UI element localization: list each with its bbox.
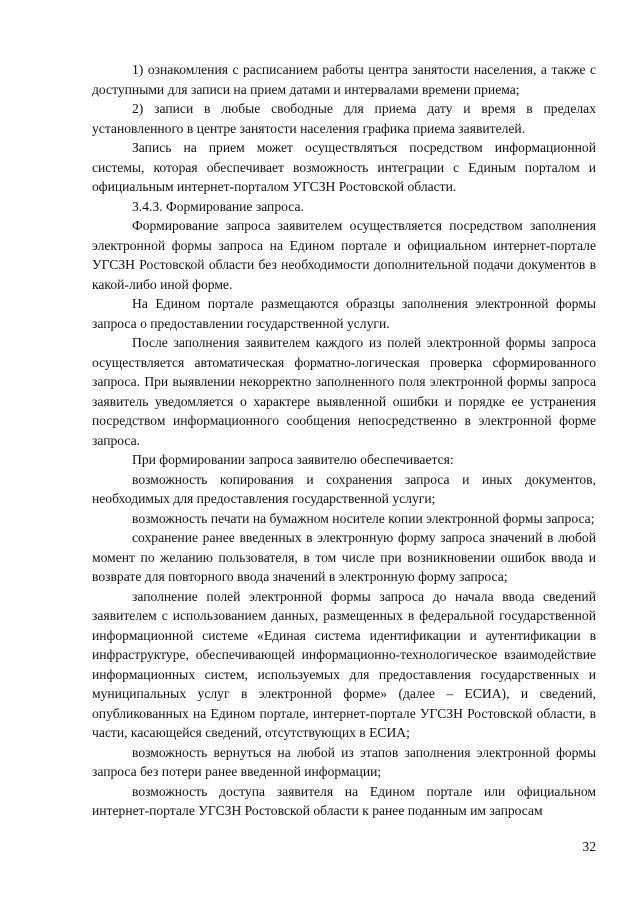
list-item-print: возможность печати на бумажном носителе копии электронной формы запроса; bbox=[132, 510, 595, 526]
list-item-return-to-step: возможность вернуться на любой из этапов заполнения электронной формы запроса без потери ранее введенной информации; bbox=[92, 744, 596, 779]
paragraph-item-1: 1) ознакомления с расписанием работы центра занятости населения, а также с доступными для записи на прием датами и интервалами времени приема; bbox=[92, 62, 596, 97]
list-item-esia-prefill: заполнение полей электронной формы запроса до начала ввода сведений заявителем с использованием данных, размещенных в федеральной государственной информационной системе «Единая система идентификации и аутентификации в инфраструктуре, обеспечивающей информационно-технологическое взаимодействие информационных систем, используемых для предоставления государственных и муниципальных услуг в электронной форме» (далее – ЕСИА), и сведений, опубликованных на Едином портале, интернет-портале УГСЗН Ростовской области, в части, касающейся сведений, отсутствующих в ЕСИА; bbox=[92, 588, 596, 740]
list-item-access-previous: возможность доступа заявителя на Едином портале или официальном интернет-портале УГСЗН Ростовской области к ранее поданным им запросам bbox=[92, 783, 596, 818]
paragraph-request-formation: Формирование запроса заявителем осуществляется посредством заполнения электронной формы запроса на Едином портале и официальном интернет-портале УГСЗН Ростовской области без необходимости дополнительной подачи документов в какой-либо иной форме. bbox=[92, 218, 596, 292]
paragraph-appointment-system: Запись на прием может осуществляться посредством информационной системы, которая обеспечивает возможность интеграции с Единым порталом и официальным интернет-порталом УГСЗН Ростовской области. bbox=[92, 140, 596, 194]
list-item-copy-save: возможность копирования и сохранения запроса и иных документов, необходимых для предоставления государственной услуги; bbox=[92, 471, 596, 506]
paragraph-item-2: 2) записи в любые свободные для приема дату и время в пределах установленного в центре занятости населения графика приема заявителей. bbox=[92, 101, 596, 136]
paragraph-provided-features: При формировании запроса заявителю обеспечивается: bbox=[132, 452, 454, 467]
page-number: 32 bbox=[582, 839, 596, 854]
paragraph-form-samples: На Едином портале размещаются образцы заполнения электронной формы запроса о предоставлении государственной услуги. bbox=[92, 296, 596, 331]
list-item-keep-values: сохранение ранее введенных в электронную форму запроса значений в любой момент по желанию пользователя, в том числе при возникновении ошибок ввода и возврате для повторного ввода значений в электронную форму запроса; bbox=[92, 530, 596, 584]
paragraph-format-check: После заполнения заявителем каждого из полей электронной формы запроса осуществляется автоматическая форматно-логическая проверка сформированного запроса. При выявлении некорректно заполненного поля электронной формы запроса заявитель уведомляется о характере выявленной ошибки и порядке ее устранения посредством информационного сообщения непосредственно в электронной форме запроса. bbox=[92, 335, 596, 448]
section-heading-3-4-3: 3.4.3. Формирование запроса. bbox=[132, 198, 304, 214]
document-body bbox=[92, 60, 596, 821]
